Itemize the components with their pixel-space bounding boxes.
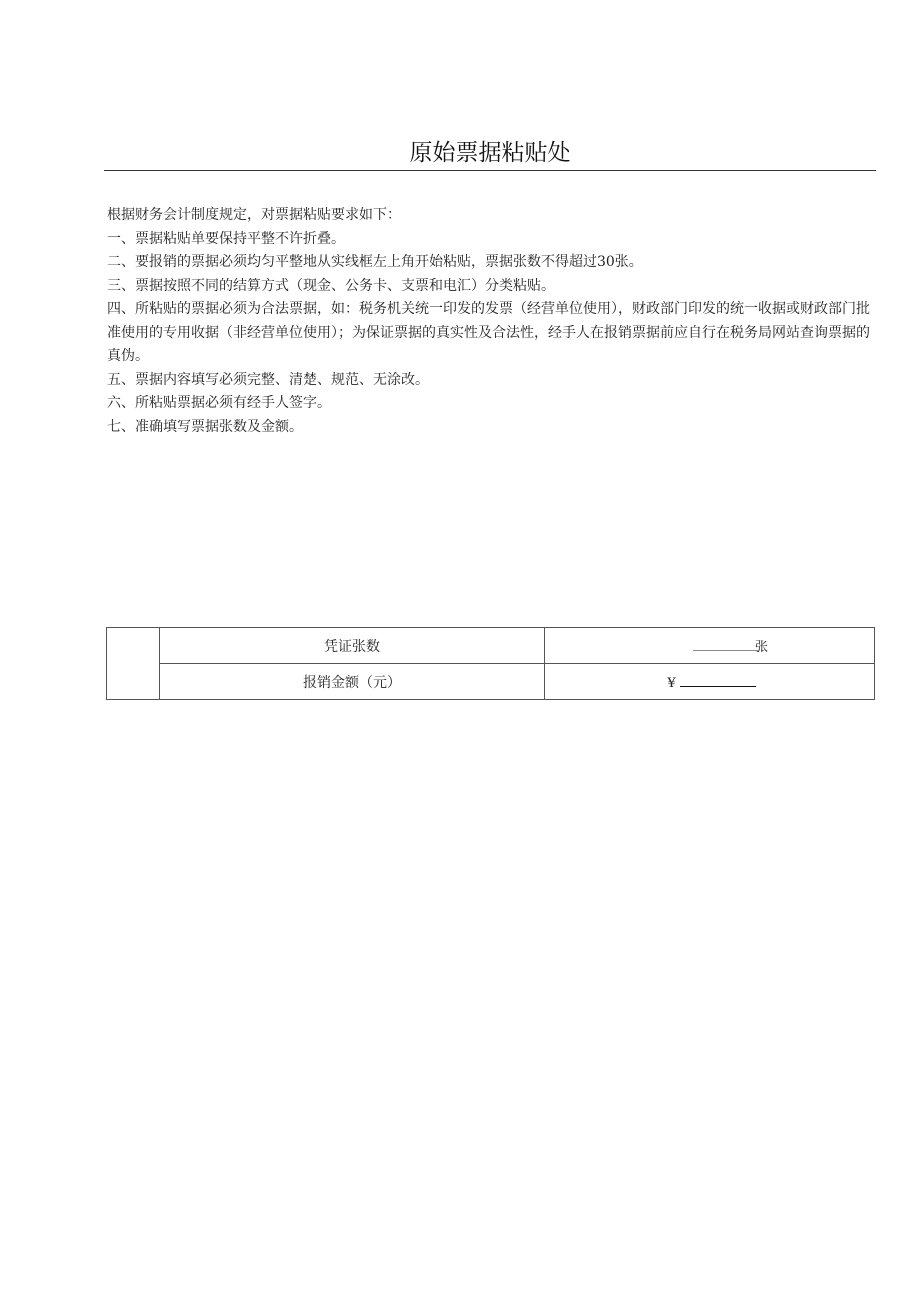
rule-item-4: 四、所粘贴的票据必须为合法票据，如：税务机关统一印发的发票（经营单位使用），财政部门印发的统一收据或财政部门批准使用的专用收据（非经营单位使用）；为保证票据的真实性及合法性，经手人在报销票据前应自行在税务局网站查询票据的真伪。 xyxy=(107,301,870,364)
page-title: 原始票据粘贴处 xyxy=(409,140,571,166)
amount-blank[interactable] xyxy=(680,672,756,687)
rule-item-2: 二、要报销的票据必须均匀平整地从实线框左上角开始粘贴，票据张数不得超过30张。 xyxy=(107,254,643,270)
blank-side-cell xyxy=(107,628,160,700)
voucher-count-label: 凭证张数 xyxy=(160,628,545,664)
requirements-intro: 根据财务会计制度规定，对票据粘贴要求如下： xyxy=(107,207,401,223)
amount-label: 报销金额（元） xyxy=(160,664,545,700)
paste-requirements xyxy=(107,204,875,439)
title-divider xyxy=(104,170,876,171)
table-row xyxy=(107,628,875,664)
amount-value-cell[interactable] xyxy=(545,664,875,700)
table-row xyxy=(107,664,875,700)
voucher-count-unit: 张 xyxy=(754,640,768,655)
voucher-count-blank[interactable] xyxy=(693,636,759,651)
rule-item-1: 一、票据粘贴单要保持平整不许折叠。 xyxy=(107,230,345,247)
rule-item-6: 六、所粘贴票据必须有经手人签字。 xyxy=(107,395,331,411)
voucher-count-value-cell[interactable] xyxy=(545,628,875,664)
rule-item-3: 三、票据按照不同的结算方式（现金、公务卡、支票和电汇）分类粘贴。 xyxy=(107,277,555,294)
voucher-summary-table xyxy=(106,627,875,700)
rule-item-7: 七、准确填写票据张数及金额。 xyxy=(107,418,303,435)
rule-item-5: 五、票据内容填写必须完整、清楚、规范、无涂改。 xyxy=(107,371,429,388)
currency-symbol: ¥ xyxy=(667,676,676,691)
